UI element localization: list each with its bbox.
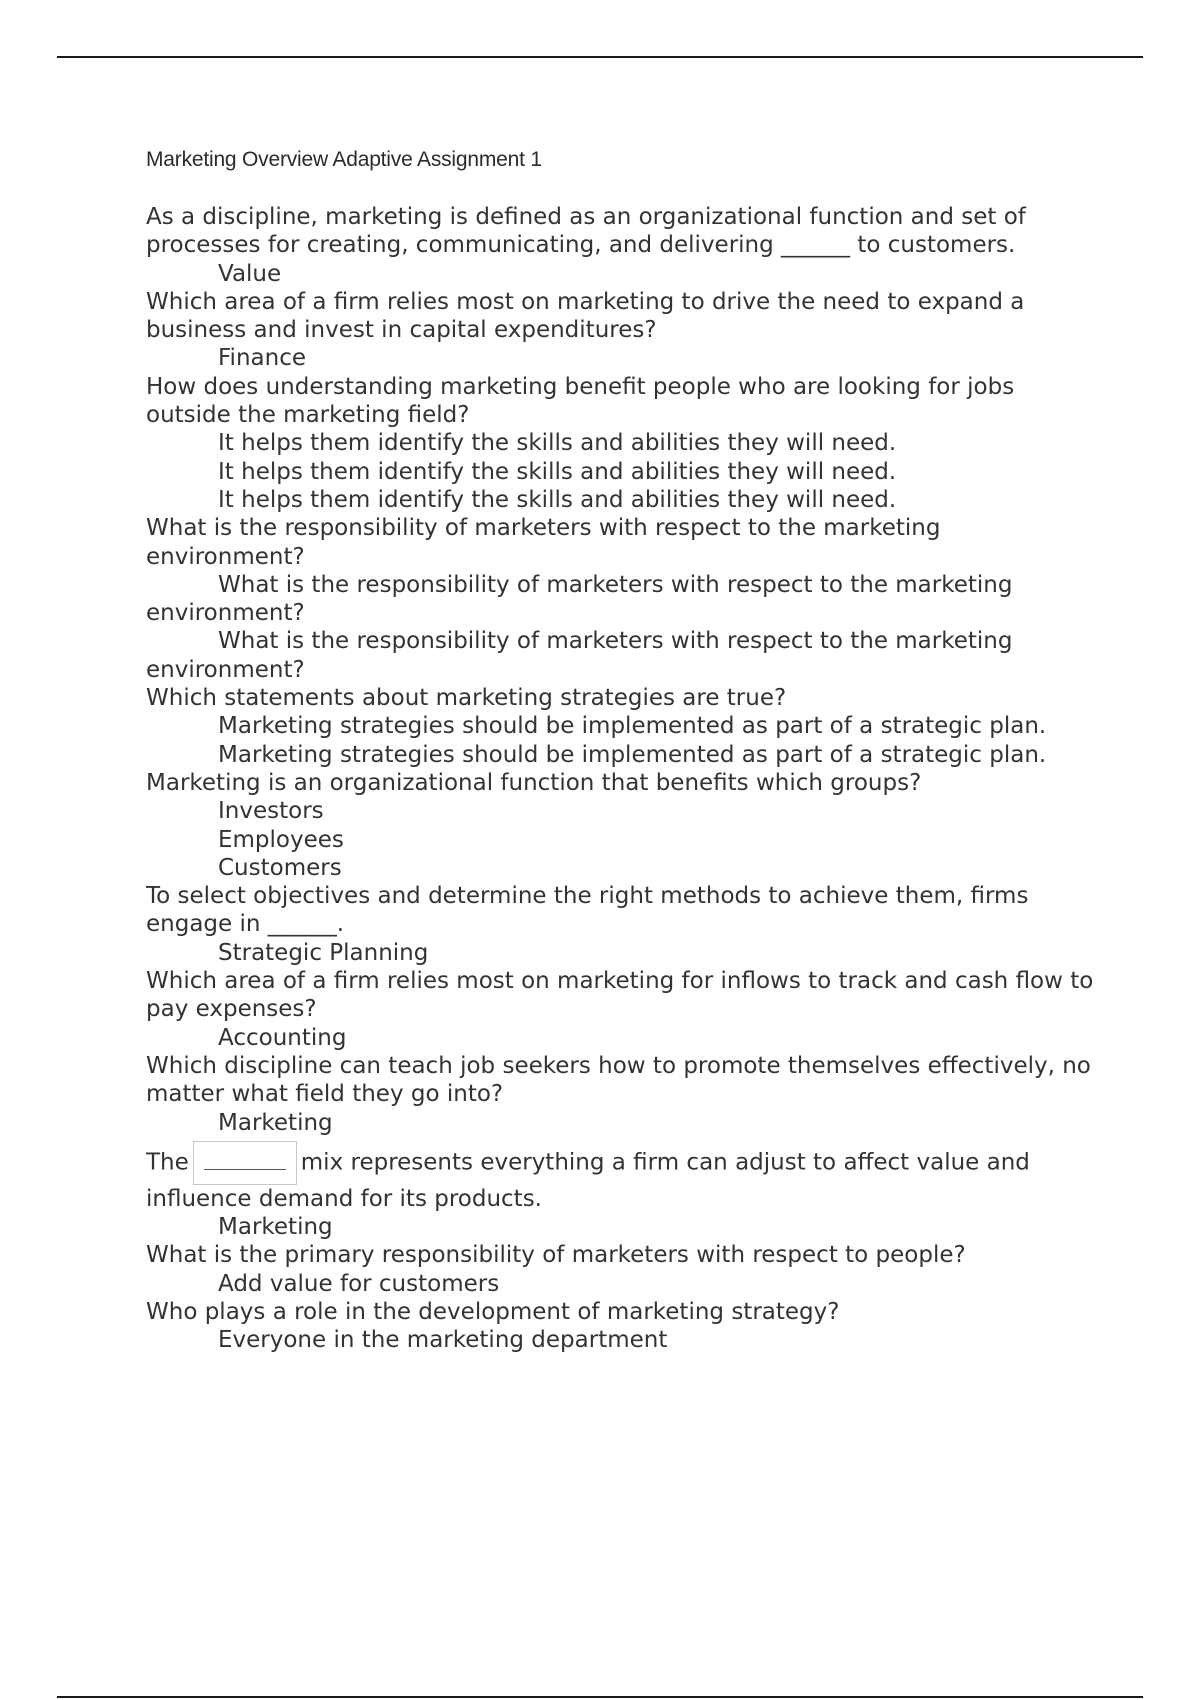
answer-4b: What is the responsibility of marketers with respect to the marketing environment? — [146, 628, 1013, 683]
fill-in-blank-box[interactable] — [193, 1141, 297, 1185]
mix-suffix: mix represents everything a firm can adjust to affect value and influence demand for its products. — [146, 1149, 1030, 1212]
answer-6b: Employees — [218, 826, 344, 853]
answer-6c: Customers — [218, 854, 342, 881]
question-2: Which area of a firm relies most on marketing to drive the need to expand a business and invest in capital expenditures? — [146, 288, 1025, 344]
header-rule — [57, 56, 1143, 58]
footer-rule — [57, 1696, 1143, 1698]
answer-12: Everyone in the marketing department — [218, 1327, 668, 1354]
question-12: Who plays a role in the development of marketing strategy? — [146, 1298, 840, 1325]
question-11: What is the primary responsibility of marketers with respect to people? — [146, 1242, 966, 1269]
answer-3a: It helps them identify the skills and abilities they will need. — [218, 430, 897, 457]
answer-2: Finance — [218, 345, 306, 372]
question-4: What is the responsibility of marketers with respect to the marketing environment? — [146, 515, 941, 570]
answer-4a: What is the responsibility of marketers with respect to the marketing environment? — [146, 571, 1013, 627]
answer-mix: Marketing — [218, 1214, 333, 1241]
answer-11: Add value for customers — [218, 1270, 500, 1297]
document-title: Marketing Overview Adaptive Assignment 1 — [146, 148, 542, 171]
blank-line — [204, 1169, 286, 1170]
question-8: Which area of a firm relies most on marketing for inflows to track and cash flow to pay expenses? — [146, 968, 1094, 1023]
question-3: How does understanding marketing benefit people who are looking for jobs outside the marketing field? — [146, 373, 1015, 429]
answer-6a: Investors — [218, 798, 324, 825]
mix-prefix: The — [146, 1149, 189, 1176]
answer-8: Accounting — [218, 1024, 347, 1051]
question-7: To select objectives and determine the right methods to achieve them, firms engage in ______. — [146, 883, 1029, 938]
answer-5a: Marketing strategies should be implemented as part of a strategic plan. — [218, 713, 1047, 740]
answer-1: Value — [218, 260, 282, 287]
answer-7: Strategic Planning — [218, 939, 429, 966]
question-5: Which statements about marketing strategies are true? — [146, 685, 787, 712]
question-mix — [146, 1137, 1106, 1213]
question-1: As a discipline, marketing is defined as an organizational function and set of processes for creating, communicating, and delivering ______ to customers. — [146, 204, 1026, 259]
answer-3b: It helps them identify the skills and abilities they will need. — [218, 458, 897, 485]
qa-content — [146, 203, 1106, 1355]
answer-3c: It helps them identify the skills and abilities they will need. — [218, 486, 897, 513]
question-6: Marketing is an organizational function that benefits which groups? — [146, 769, 922, 796]
answer-5b: Marketing strategies should be implemented as part of a strategic plan. — [218, 741, 1047, 768]
answer-9: Marketing — [218, 1109, 333, 1136]
question-9: Which discipline can teach job seekers how to promote themselves effectively, no matter what field they go into? — [146, 1052, 1091, 1108]
